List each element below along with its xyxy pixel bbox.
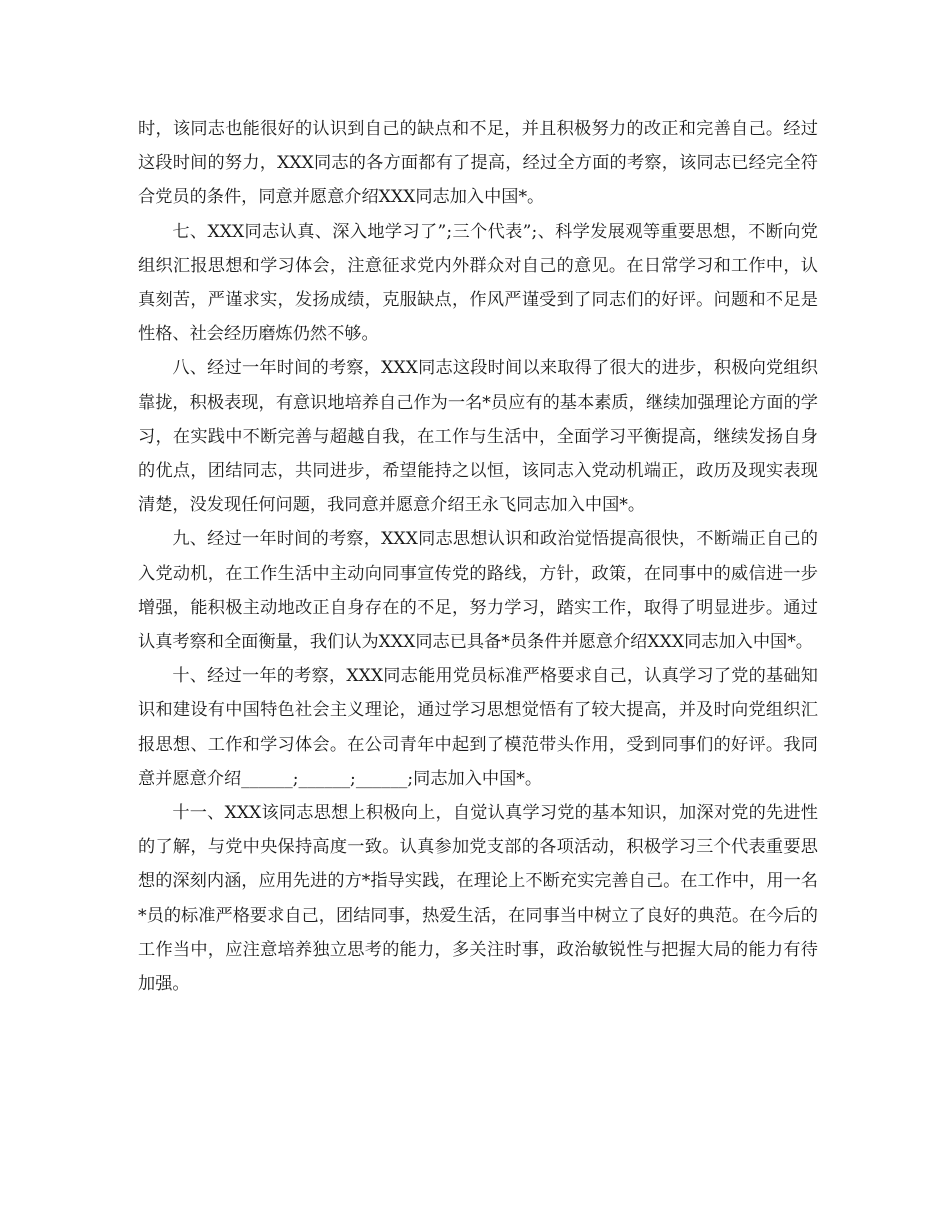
paragraph-8: 八、经过一年时间的考察，XXX同志这段时间以来取得了很大的进步，积极向党组织靠拢，积极表现，有意识地培养自己作为一名*员应有的基本素质，继续加强理论方面的学习，在实践中不断完善与超越自我，在工作与生活中，全面学习平衡提高，继续发扬自身的优点，团结同志，共同进步，希望能持之以恒，该同志入党动机端正，政历及现实表现清楚，没发现任何问题，我同意并愿意介绍王永飞同志加入中国*。	[138, 358, 818, 516]
paragraph-10: 十、经过一年的考察，XXX同志能用党员标准严格要求自己，认真学习了党的基础知识和建设有中国特色社会主义理论，通过学习思想觉悟有了较大提高，并及时向党组织汇报思想、工作和学习体会。在公司青年中起到了模范带头作用，受到同事们的好评。我同意并愿意介绍______;______;______;同志加入中国*。	[138, 666, 818, 789]
document-body	[138, 112, 818, 1001]
paragraph-11: 十一、XXX该同志思想上积极向上，自觉认真学习党的基本知识，加深对党的先进性的了解，与党中央保持高度一致。认真参加党支部的各项活动，积极学习三个代表重要思想的深刻内涵，应用先进的方*指导实践，在理论上不断充实完善自己。在工作中，用一名*员的标准严格要求自己，团结同事，热爱生活，在同事当中树立了良好的典范。在今后的工作当中，应注意培养独立思考的能力，多关注时事，政治敏锐性与把握大局的能力有待加强。	[138, 803, 818, 995]
paragraph-9: 九、经过一年时间的考察，XXX同志思想认识和政治觉悟提高很快，不断端正自己的入党动机，在工作生活中主动向同事宣传党的路线，方针，政策，在同事中的威信进一步增强，能积极主动地改正自身存在的不足，努力学习，踏实工作，取得了明显进步。通过认真考察和全面衡量，我们认为XXX同志已具备*员条件并愿意介绍XXX同志加入中国*。	[138, 529, 818, 653]
paragraph-continuation: 时，该同志也能很好的认识到自己的缺点和不足，并且积极努力的改正和完善自己。经过这段时间的努力，XXX同志的各方面都有了提高，经过全方面的考察，该同志已经完全符合党员的条件，同意并愿意介绍XXX同志加入中国*。	[138, 119, 818, 208]
paragraph-7: 七、XXX同志认真、深入地学习了”;三个代表”;、科学发展观等重要思想，不断向党组织汇报思想和学习体会，注意征求党内外群众对自己的意见。在日常学习和工作中，认真刻苦，严谨求实，发扬成绩，克服缺点，作风严谨受到了同志们的好评。问题和不足是性格、社会经历磨炼仍然不够。	[138, 221, 818, 345]
